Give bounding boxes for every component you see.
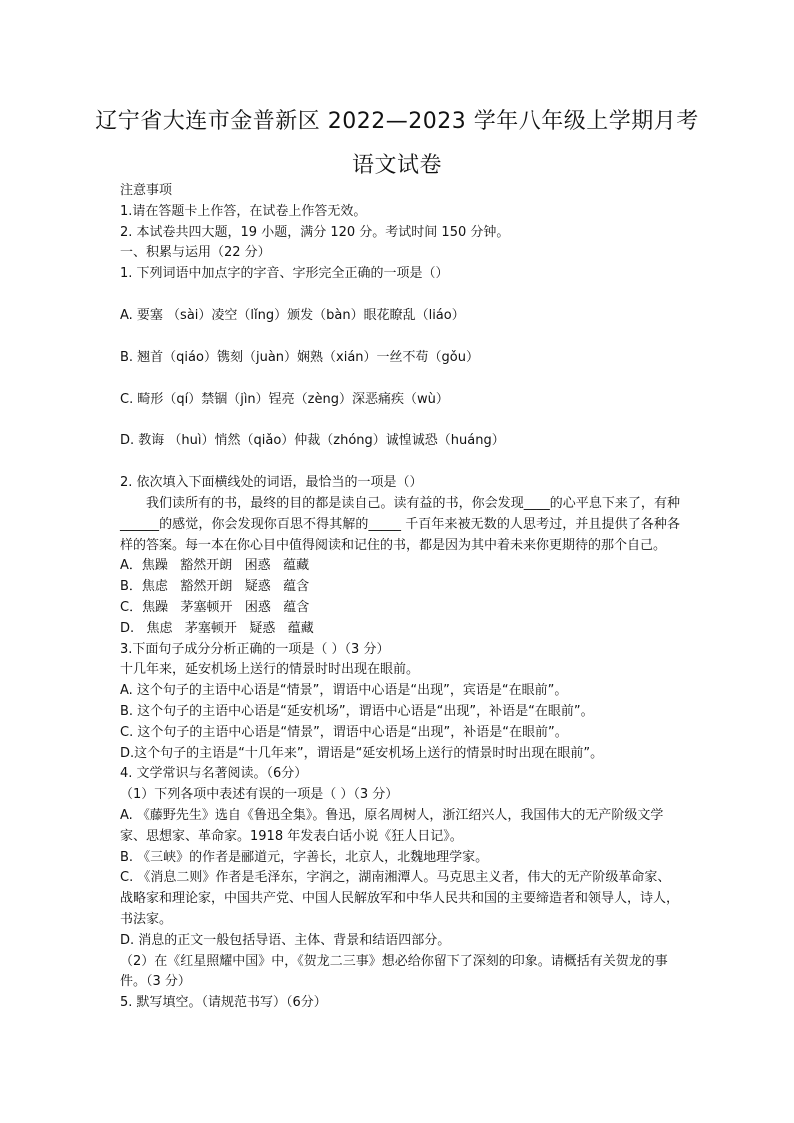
question-2-stem: 2. 依次填入下面横线处的词语，最恰当的一项是（） — [120, 475, 423, 491]
question-3-option-a: A. 这个句子的主语中心语是“情景”，谓语中心语是“出现”，宾语是“在眼前”。 — [120, 683, 568, 699]
notice-heading: 注意事项 — [120, 183, 173, 198]
section-heading: 一、积累与运用（22 分） — [120, 245, 271, 261]
question-4-option-b: B. 《三峡》的作者是郦道元，字善长，北京人，北魏地理学家。 — [120, 849, 489, 865]
exam-subject-title: 语文试卷 — [351, 153, 442, 178]
question-2-option-a: A．焦躁 豁然开朗 困惑 蕴藏 — [120, 558, 310, 574]
notice-item: 1.请在答题卡上作答，在试卷上作答无效。 — [120, 203, 367, 219]
question-1-option-a: A. 要塞 （sài）凌空（lǐng）颁发（bàn）眼花瞭乱（liáo） — [120, 307, 465, 323]
question-2-option-b: B．焦虑 豁然开朗 疑惑 蕴含 — [120, 579, 310, 595]
question-1-option-d: D. 教诲 （huì）悄然（qiǎo）仲裁（zhóng）诚惶诚恐（huáng） — [120, 433, 505, 449]
question-4-option-d: D. 消息的正文一般包括导语、主体、背景和结语四部分。 — [120, 932, 451, 948]
question-2-option-c: C．焦躁 茅塞顿开 困惑 蕴含 — [120, 599, 310, 615]
question-4-sub2: （2）在《红星照耀中国》中，《贺龙二三事》想必给你留下了深刻的印象。请概括有关贺龙的事件。（3 分） — [120, 953, 668, 990]
question-1-option-b: B. 翘首（qiáo）镌刻（juàn）娴熟（xián）一丝不苟（gǒu） — [120, 349, 479, 365]
question-1-stem: 1. 下列词语中加点字的字音、字形完全正确的一项是（） — [120, 266, 449, 282]
question-3-option-d: D.这个句子的主语是“十几年来”，谓语是“延安机场上送行的情景时时出现在眼前”。 — [120, 745, 604, 761]
question-2-option-d: D. 焦虑 茅塞顿开 疑惑 蕴藏 — [120, 620, 314, 636]
question-3-stem: 3.下面句子成分分析正确的一项是（ ）（3 分） — [120, 641, 390, 657]
question-5-stem: 5. 默写填空。（请规范书写）（6分） — [120, 995, 327, 1011]
question-3-sentence: 十几年来，延安机场上送行的情景时时出现在眼前。 — [120, 662, 420, 678]
question-3-option-c: C. 这个句子的主语中心语是“情景”，谓语中心语是“出现”，补语是“在眼前”。 — [120, 724, 568, 740]
notice-item: 2. 本试卷共四大题，19 小题，满分 120 分。考试时间 150 分钟。 — [120, 224, 510, 240]
question-3-option-b: B. 这个句子的主语中心语是“延安机场”，谓语中心语是“出现”，补语是“在眼前”。 — [120, 703, 594, 719]
question-2-passage: 我们读所有的书，最终的目的都是读自己。读有益的书，你会发现____的心平息下来了，有种______的感觉，你会发现你百思不得其解的_____ 千百年来被无数的人思考过，并且提供了各种各样的答案。每一本在你心目中值得阅读和记住的书，都是因为其中着未来你更期待的那个自己。 — [120, 495, 680, 553]
exam-body — [120, 181, 680, 1014]
question-4-sub1: （1）下列各项中表述有误的一项是（ ）（3 分） — [120, 787, 399, 803]
question-4-stem: 4. 文学常识与名著阅读。（6分） — [120, 766, 308, 782]
question-4-option-a: A. 《藤野先生》选自《鲁迅全集》。鲁迅，原名周树人，浙江绍兴人，我国伟大的无产阶级文学家、思想家、革命家。1918 年发表白话小说《狂人日记》。 — [120, 807, 664, 844]
question-4-option-c: C. 《消息二则》作者是毛泽东，字润之，湖南湘潭人。马克思主义者，伟大的无产阶级革命家、战略家和理论家，中国共产党、中国人民解放军和中华人民共和国的主要缔造者和领导人，诗人，书法家。 — [120, 870, 680, 927]
exam-title: 辽宁省大连市金普新区 2022—2023 学年八年级上学期月考 — [95, 109, 699, 134]
question-1-option-c: C. 畸形（qí）禁锢（jìn）锃亮（zèng）深恶痛疾（wù） — [120, 391, 449, 407]
